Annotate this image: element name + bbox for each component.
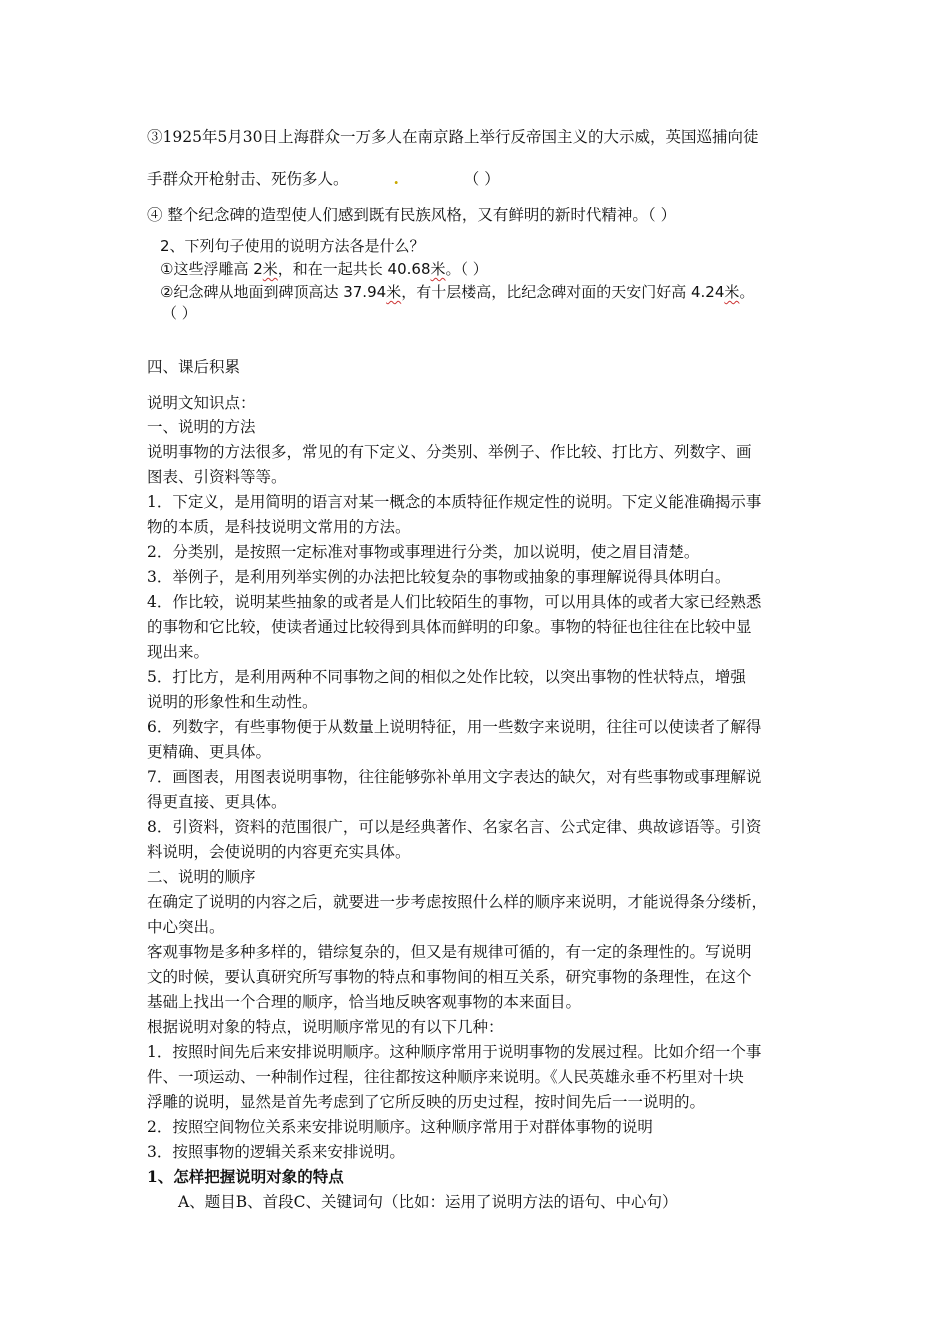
grasp-title: 1、怎样把握说明对象的特点 [147, 1167, 344, 1186]
method-4-line3: 现出来。 [147, 643, 210, 661]
method-7-line2: 得更直接、更具体。 [147, 793, 287, 811]
grasp-items: A、题目B、首段C、关键词句（比如：运用了说明方法的语句、中心句） [178, 1193, 678, 1211]
q2-item2-unit: 米 [386, 283, 402, 301]
order-title: 二、说明的顺序 [147, 868, 256, 886]
section4-heading: 四、课后积累 [147, 358, 241, 376]
method-7-line1: 7．画图表，用图表说明事物，往往能够弥补单用文字表达的缺欠，对有些事物或事理解说 [147, 768, 762, 786]
method-6-line1: 6．列数字，有些事物便于从数量上说明特征，用一些数字来说明，往往可以使读者了解得 [147, 718, 762, 736]
method-4-line1: 4．作比较，说明某些抽象的或者是人们比较陌生的事物，可以用具体的或者大家已经熟悉 [147, 593, 762, 611]
method-8-line2: 料说明，会使说明的内容更充实具体。 [147, 843, 411, 861]
order-p1-line2: 中心突出。 [147, 918, 225, 936]
exercise-q3-line2 [147, 168, 500, 190]
methods-intro-2: 图表、引资料等等。 [147, 468, 287, 486]
method-5-line2: 说明的形象性和生动性。 [147, 693, 318, 711]
exercise-q4: ④ 整个纪念碑的造型使人们感到既有民族风格，又有鲜明的新时代精神。（ ） [147, 206, 677, 224]
q2-item1-pre: ①这些浮雕高 2 [160, 260, 263, 278]
exercise-q2-item2 [160, 281, 754, 303]
q2-item2-unit2: 米 [724, 283, 740, 301]
order-1-line1: 1．按照时间先后来安排说明顺序。这种顺序常用于说明事物的发展过程。比如介绍一个事 [147, 1043, 762, 1061]
method-1-line2: 物的本质，是科技说明文常用的方法。 [147, 518, 411, 536]
method-5-line1: 5．打比方，是利用两种不同事物之间的相似之处作比较，以突出事物的性状特点，增强 [147, 668, 746, 686]
answer-blank-q2-1[interactable]: 。（ ） [445, 260, 488, 278]
order-1-line2: 件、一项运动、一种制作过程，往往都按这种顺序来说明。《人民英雄永垂不朽里对十块 [147, 1068, 744, 1086]
exercise-q2-title: 2、下列句子使用的说明方法各是什么？ [160, 237, 425, 255]
order-2: 2．按照空间物位关系来安排说明顺序。这种顺序常用于对群体事物的说明 [147, 1118, 653, 1136]
answer-blank-q2-2[interactable]: （ ） [162, 304, 197, 322]
exercise-q3-text: 手群众开枪射击、死伤多人。 [147, 170, 349, 188]
q2-item2-mid: ，有十层楼高，比纪念碑对面的天安门好高 4.24 [401, 283, 725, 301]
method-3: 3．举例子，是利用列举实例的办法把比较复杂的事物或抽象的事理解说得具体明白。 [147, 568, 731, 586]
order-p2-line2: 文的时候，要认真研究所写事物的特点和事物间的相互关系，研究事物的条理性，在这个 [147, 968, 752, 986]
order-p1-line1: 在确定了说明的内容之后，就要进一步考虑按照什么样的顺序来说明，才能说得条分缕析， [147, 893, 768, 911]
mark-dot: . [393, 169, 399, 188]
order-p3: 根据说明对象的特点，说明顺序常见的有以下几种： [147, 1018, 504, 1036]
exercise-q2-item1 [160, 258, 488, 280]
order-p2-line3: 基础上找出一个合理的顺序，恰当地反映客观事物的本来面目。 [147, 993, 582, 1011]
q2-item1-unit: 米 [262, 260, 278, 278]
knowledge-title: 说明文知识点： [147, 394, 256, 412]
method-1-line1: 1．下定义，是用简明的语言对某一概念的本质特征作规定性的说明。下定义能准确揭示事 [147, 493, 762, 511]
order-1-line3: 浮雕的说明，显然是首先考虑到了它所反映的历史过程，按时间先后一一说明的。 [147, 1093, 706, 1111]
methods-intro-1: 说明事物的方法很多，常见的有下定义、分类别、举例子、作比较、打比方、列数字、画 [147, 443, 752, 461]
order-p2-line1: 客观事物是多种多样的，错综复杂的，但又是有规律可循的，有一定的条理性的。写说明 [147, 943, 752, 961]
method-4-line2: 的事物和它比较，使读者通过比较得到具体而鲜明的印象。事物的特征也往往在比较中显 [147, 618, 752, 636]
exercise-q3-line1: ③1925年5月30日上海群众一万多人在南京路上举行反帝国主义的大示威，英国巡捕向徒 [147, 128, 759, 146]
order-3: 3．按照事物的逻辑关系来安排说明。 [147, 1143, 405, 1161]
q2-item2-post: 。 [739, 283, 755, 301]
method-6-line2: 更精确、更具体。 [147, 743, 272, 761]
q2-item1-unit2: 米 [430, 260, 446, 278]
q2-item2-pre: ②纪念碑从地面到碑顶高达 37.94 [160, 283, 387, 301]
method-2: 2．分类别，是按照一定标准对事物或事理进行分类，加以说明，使之眉目清楚。 [147, 543, 700, 561]
answer-blank-q3[interactable]: （ ） [463, 170, 500, 188]
method-8-line1: 8．引资料，资料的范围很广，可以是经典著作、名家名言、公式定律、典故谚语等。引资 [147, 818, 762, 836]
methods-title: 一、说明的方法 [147, 418, 256, 436]
q2-item1-mid: ，和在一起共长 40.68 [277, 260, 431, 278]
